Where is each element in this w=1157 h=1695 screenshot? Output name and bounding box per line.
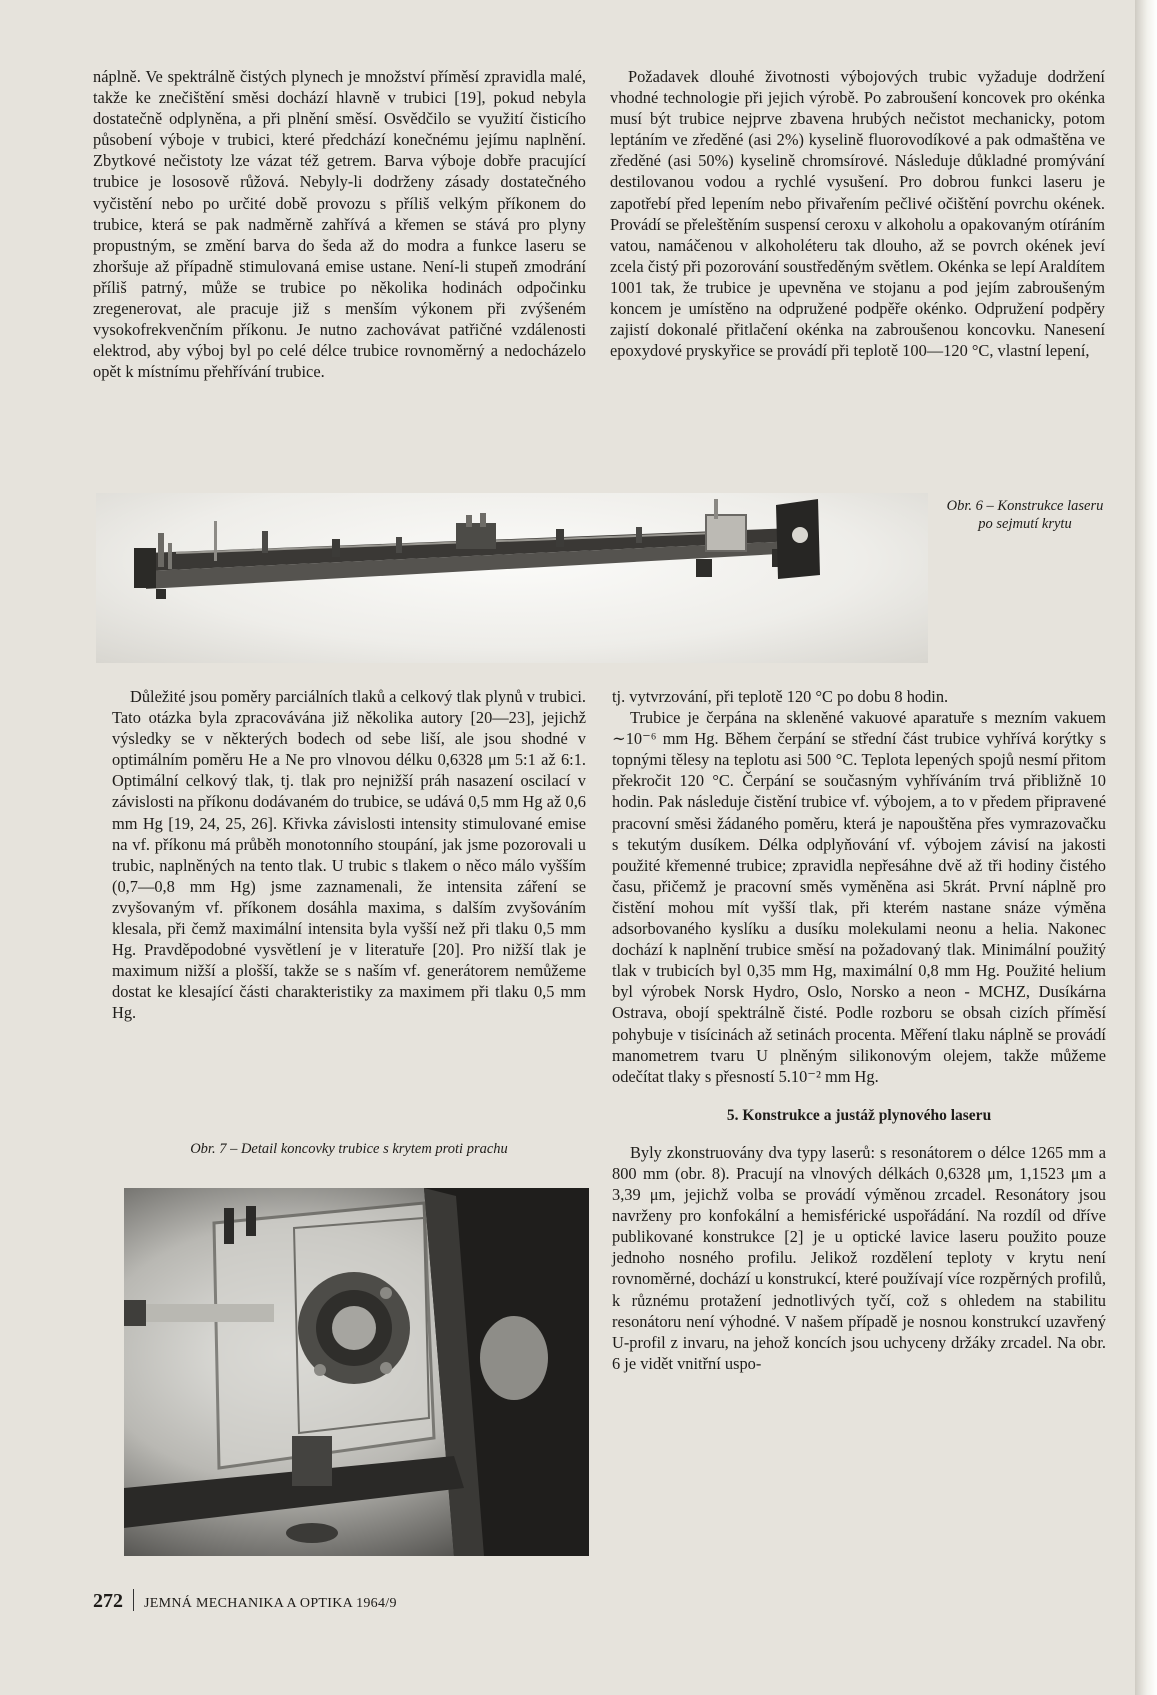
paragraph: Důležité jsou poměry parciálních tlaků a celkový tlak plynů v trubici. Tato otázka byla zpracovávána již několika autory [20—23], jejichž výsledky se v některých bodech od sebe liší, ale jsou shodné v optimálním poměru He a Ne pro vlnovou délku 0,6328 μm 5:1 až 6:1. Optimální celkový tlak, tj. tlak pro nejnižší práh nasazení oscilací v závislosti na příkonu dodávaném do trubice, se udává 0,5 mm Hg až 0,6 mm Hg [19, 24, 25, 26]. Křivka závislosti intensity stimulované emise na vf. příkonu má průběh monotonního stoupání, jak jsme pozorovali u trubic, naplněných na tento tlak. U trubic s tlakem o něco málo vyšším (0,7—0,8 mm Hg) jsme zaznamenali, že intensita záření se zvyšovaným vf. příkonem dosáhla maxima, s dalším zvyšováním klesala, při čemž maximální intensita byla vyšší než při tlaku 0,5 mm Hg. Pravděpodobné vysvětlení je v literatuře [20]. Pro nižší tlak je maximum nižší a plošší, takže se s naším vf. generátorem nemůžeme dostat ke klesající části charakteristiky za maximem při tlaku 0,5 mm Hg.: [112, 687, 586, 1023]
page-footer: [93, 1589, 397, 1613]
paragraph: Trubice je čerpána na skleněné vakuové aparatuře s mezním vakuem ∼10⁻⁶ mm Hg. Během čerpání se střední část trubice vyhřívá korýtky s topnými tělesy na teplotu asi 500 °C. Teplota lepených spojů nesmí přitom překročit 120 °C. Čerpání se současným vyhříváním trvá přibližně 10 hodin. Pak následuje čistění trubice vf. výbojem, a to v předem připravené pracovní směsi žádaného poměru, která je napouštěna přes vymrazovačku s tekutým dusíkem. Délka odplyňování vf. výbojem závisí na jakosti použité křemenné trubice; zpravidla nepřesáhne dvě až tři hodiny čistého času, přičemž je pracovní směs vyměněna asi 5krát. První náplně pro čistění mohou mít vyšší tlak, při kterém nastane snáze výměna adsorbovaného kyslíku a dusíku molekulami neonu a helia. Nakonec dochází k naplnění trubice směsí na požadovaný tlak. Minimální použitý tlak v trubicích byl 0,35 mm Hg, maximální 0,8 mm Hg. Použité helium byl výrobek Norsk Hydro, Oslo, Norsko a neon - MCHZ, Dusíkárna Ostrava, obojí spektrálně čisté. Podle rozboru se obsah cizích příměsí pohybuje v tisícinách až setinách procenta. Měření tlaku náplně se provádí manometrem tvaru U plněným silikonovým olejem, takže můžeme odečítat tlaky s přesností 5.10⁻² mm Hg.: [612, 708, 1106, 1086]
text-column-bottom-left: [112, 686, 586, 1024]
text-column-top-right: [610, 66, 1105, 361]
laser-assembly-illustration: [96, 493, 928, 663]
paragraph: Byly zkonstruovány dva typy laserů: s resonátorem o délce 1265 mm a 800 mm (obr. 8). Pracují na vlnových délkách 0,6328 μm, 1,1523 μm a 3,39 μm, jejichž volba se provádí výměnou zrcadel. Resonátory jsou navrženy pro konfokální a hemisférické uspořádání. Na rozdíl od dříve publikované konstrukce [2] je u optické lavice laseru použito pouze jednoho nosného profilu. Jelikož rozdělení teploty v krytu není rovnoměrné, dochází u konstrukcí, které používají více rozpěrných profilů, k různému protažení jednotlivých tyčí, což s ohledem na stabilitu resonátoru není výhodné. V našem případě je nosnou konstrukcí uzavřený U-profil z invaru, na jehož koncích jsou uchyceny držáky zrcadel. Na obr. 6 je vidět vnitřní uspo-: [612, 1142, 1106, 1373]
figure-6-caption: Obr. 6 – Konstrukce laseru po sejmutí krytu: [946, 498, 1104, 532]
paragraph: tj. vytvrzování, při teplotě 120 °C po dobu 8 hodin.: [612, 687, 949, 706]
paragraph: náplně. Ve spektrálně čistých plynech je množství příměsí zpravidla malé, takže ke znečištění směsi dochází hlavně v trubici [19], pokud nebyla dostatečně odplyněna, a při plnění směsí. Osvědčilo se využití čisticího působení výboje v trubici, které předchází konečnému jejímu naplnění. Zbytkové nečistoty lze vázat též getrem. Barva výboje dobře pracující trubice je lososově růžová. Nebyly-li dodrženy zásady dostatečného vyčistění nebo po určité době provozu s příliš velkým příkonem do trubice, která se pak nadměrně zahřívá a křemen se stává pro plyny propustným, se změní barva do šeda až do modra a funkce laseru se zhoršuje až případně stimulovaná emise ustane. Není-li stupeň zmodrání příliš patrný, může se trubice po několika hodinách odpočinku zregenerovat, ale pracuje již s menším výkonem při zvýšeném vysokofrekvenčním příkonu. Je nutno zachovávat patřičné vzdálenosti elektrod, aby výboj byl po celé délce trubice rovnoměrný a nedocházelo opět k místnímu přehřívání trubice.: [93, 67, 586, 382]
text-column-top-left: [93, 66, 586, 382]
text-column-bottom-right: [612, 686, 1106, 1374]
paragraph: Požadavek dlouhé životnosti výbojových trubic vyžaduje dodržení vhodné technologie při jejich výrobě. Po zabroušení koncovek pro okénka musí být trubice nejprve zbavena hrubých nečistot mechanicky, potom leptáním ve zředěné (asi 2%) kyselině fluorovodíkové a pak odmaštěna ve zředěné (asi 50%) kyselině chromsírové. Následuje důkladné promývání destilovanou vodou a rychlé vysušení. Pro dobrou funkci laseru je zapotřebí před lepením nebo přivařením pečlivé očištění povrchu okének. Provádí se přeleštěním suspensí ceroxu v alkoholu a opakovaným otíráním vatou, namáčenou v alkoholéteru tak dlouho, až se povrch okének jeví zcela čistý při pozorování soustředěným světlem. Okénka se lepí Araldítem 1001 tak, že trubice je upevněna ve stojanu a pod jejím zabroušeným koncem je umístěno na odpružené podpěře okénko. Odpružení podpěry zajistí dokonalé přitlačení okénka na zabroušenou koncovku. Nanesení epoxydové pryskyřice se provádí při teplotě 100—120 °C, vlastní lepení,: [610, 67, 1105, 361]
figure-6-photo: [96, 493, 928, 663]
figure-7-caption: Obr. 7 – Detail koncovky trubice s krytem proti prachu: [190, 1141, 508, 1157]
page-number: 272: [93, 1590, 123, 1612]
page-edge-shadow: [1135, 0, 1157, 1695]
section-heading: 5. Konstrukce a justáž plynového laseru: [726, 1106, 992, 1124]
journal-name: JEMNÁ MECHANIKA A OPTIKA 1964/9: [144, 1596, 397, 1611]
figure-7-photo: [124, 1188, 589, 1556]
footer-divider: [133, 1589, 134, 1611]
tube-end-dust-cover-illustration: [124, 1188, 589, 1556]
